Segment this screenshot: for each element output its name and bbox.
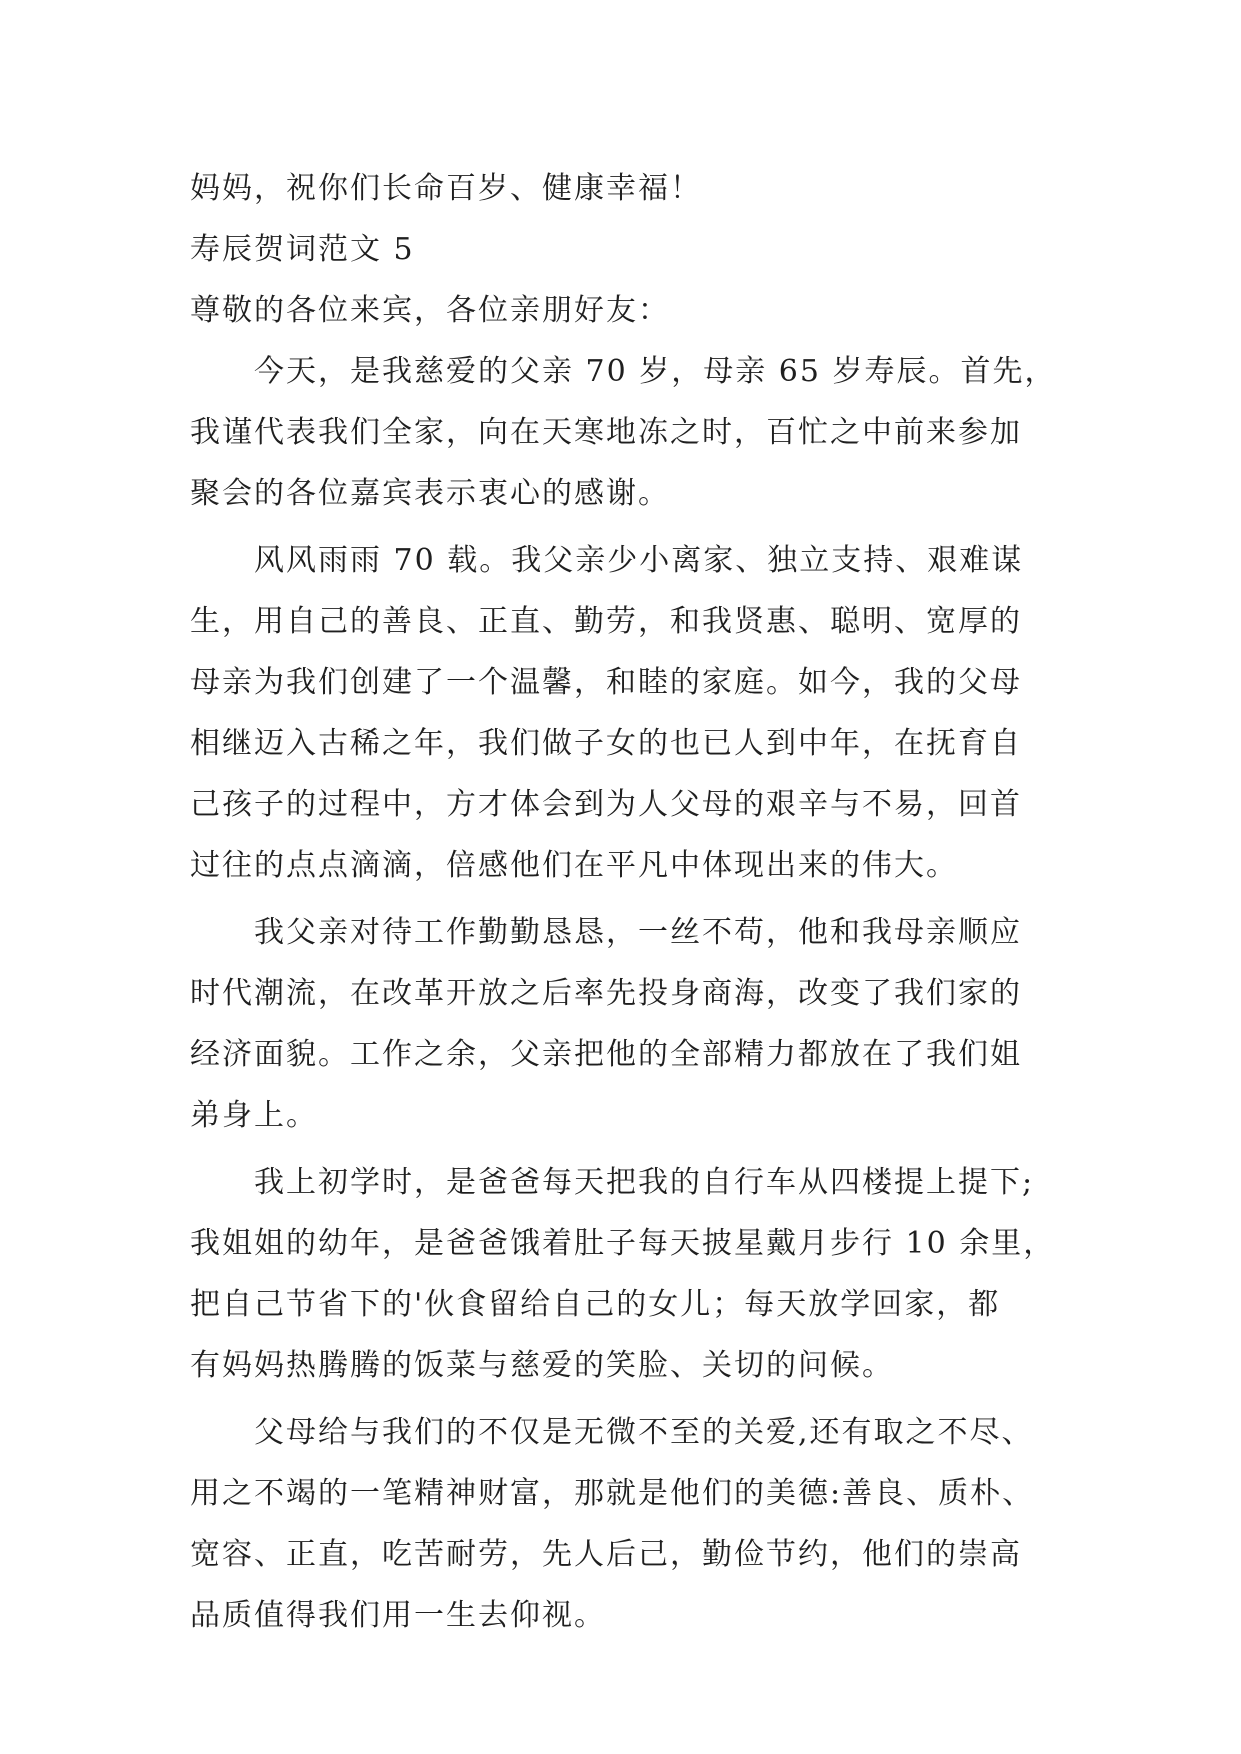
paragraph-5-line-4: 品质值得我们用一生去仰视。 xyxy=(190,1598,606,1633)
paragraph-1-line-1: 今天，是我慈爱的父亲 70 岁，母亲 65 岁寿辰。首先， xyxy=(254,354,1057,389)
paragraph-1-line-2: 我谨代表我们全家，向在天寒地冻之时，百忙之中前来参加 xyxy=(190,415,1022,450)
paragraph-2-line-1: 风风雨雨 70 载。我父亲少小离家、独立支持、艰难谋 xyxy=(254,543,1024,578)
document-body xyxy=(190,158,1070,1646)
paragraph-2-line-3: 母亲为我们创建了一个温馨，和睦的家庭。如今，我的父母 xyxy=(190,665,1022,700)
paragraph-3-line-4: 弟身上。 xyxy=(190,1098,318,1133)
paragraph-5-line-1: 父母给与我们的不仅是无微不至的关爱,还有取之不尽、 xyxy=(254,1415,1034,1450)
paragraph-1-line-3: 聚会的各位嘉宾表示衷心的感谢。 xyxy=(190,476,670,511)
paragraph-4-line-4: 有妈妈热腾腾的饭菜与慈爱的笑脸、关切的问候。 xyxy=(190,1348,894,1383)
paragraph-5-line-2: 用之不竭的一笔精神财富，那就是他们的美德:善良、质朴、 xyxy=(190,1476,1035,1511)
salutation-line: 尊敬的各位来宾，各位亲朋好友： xyxy=(190,293,670,328)
paragraph-2-line-2: 生，用自己的善良、正直、勤劳，和我贤惠、聪明、宽厚的 xyxy=(190,604,1022,639)
paragraph-4-line-1: 我上初学时，是爸爸每天把我的自行车从四楼提上提下; xyxy=(254,1165,1035,1200)
paragraph-3-line-1: 我父亲对待工作勤勤恳恳，一丝不苟，他和我母亲顺应 xyxy=(254,915,1022,950)
section-heading: 寿辰贺词范文 5 xyxy=(190,232,415,267)
paragraph-4-line-3: 把自己节省下的'伙食留给自己的女儿；每天放学回家，都 xyxy=(190,1287,1001,1322)
paragraph-2-line-5: 己孩子的过程中，方才体会到为人父母的艰辛与不易，回首 xyxy=(190,787,1022,822)
paragraph-2-line-4: 相继迈入古稀之年，我们做子女的也已人到中年，在抚育自 xyxy=(190,726,1022,761)
text-line: 妈妈，祝你们长命百岁、健康幸福！ xyxy=(190,171,702,206)
paragraph-3-line-3: 经济面貌。工作之余，父亲把他的全部精力都放在了我们姐 xyxy=(190,1037,1022,1072)
paragraph-4-line-2: 我姐姐的幼年，是爸爸饿着肚子每天披星戴月步行 10 余里， xyxy=(190,1226,1056,1261)
paragraph-2-line-6: 过往的点点滴滴，倍感他们在平凡中体现出来的伟大。 xyxy=(190,848,958,883)
paragraph-3-line-2: 时代潮流，在改革开放之后率先投身商海，改变了我们家的 xyxy=(190,976,1022,1011)
paragraph-5-line-3: 宽容、正直，吃苦耐劳，先人后己，勤俭节约，他们的崇高 xyxy=(190,1537,1022,1572)
